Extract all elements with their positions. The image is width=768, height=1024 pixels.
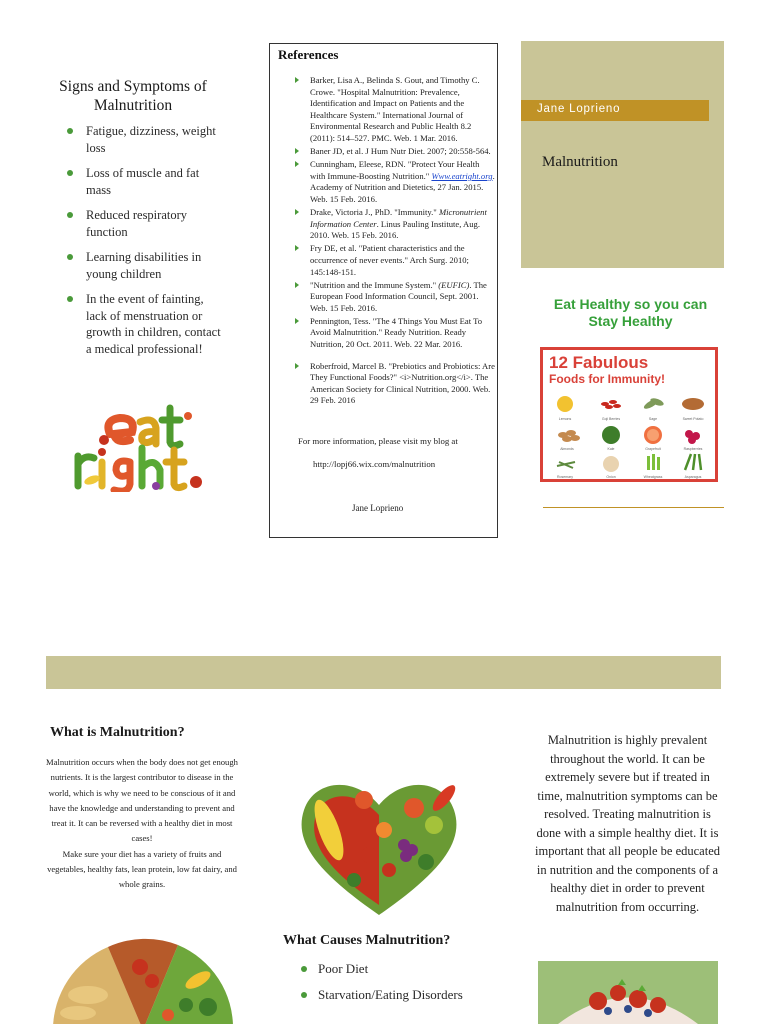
list-item: Loss of muscle and fat mass bbox=[64, 165, 224, 198]
reference-source: Micronutrient Information Center bbox=[310, 207, 487, 229]
reference-source: (EUFIC) bbox=[438, 279, 470, 290]
reference-text: Drake, Victoria J., PhD. "Immunity." bbox=[310, 207, 437, 218]
reference-text: "Nutrition and the Immune System." bbox=[310, 279, 437, 290]
reference-item bbox=[290, 207, 495, 242]
list-item: Fatigue, dizziness, weight loss bbox=[64, 123, 224, 156]
food-label: Wheatgrass bbox=[643, 475, 663, 479]
food-label: Rosemary bbox=[557, 475, 573, 479]
food-icons bbox=[557, 396, 704, 472]
poster-title-line: 12 Fabulous bbox=[549, 353, 649, 372]
eatright-link[interactable]: Www.eatright.org bbox=[431, 170, 493, 181]
list-item: Poor Diet bbox=[300, 960, 470, 977]
eat-healthy-slogan bbox=[538, 296, 723, 330]
reference-item bbox=[290, 280, 495, 315]
reference-item: Roberfroid, Marcel B. "Prebiotics and Probiotics: Are They Functional Foods?" <i>Nutrition.org</i>. The American Society for Clinical Nutrition, 2000. Web. 29 Feb. 2016 bbox=[290, 361, 495, 407]
foods-grid bbox=[543, 390, 715, 480]
what-is-title: What is Malnutrition? bbox=[50, 725, 185, 740]
divider bbox=[543, 507, 724, 508]
causes-title: What Causes Malnutrition? bbox=[283, 933, 451, 948]
food-label: Asparagus bbox=[684, 475, 702, 479]
more-info-text: For more information, please visit my blog at bbox=[298, 436, 458, 446]
slogan-line: Stay Healthy bbox=[588, 313, 673, 329]
fruit-heart-image bbox=[294, 770, 464, 920]
list-item: Reduced respiratory function bbox=[64, 207, 224, 240]
references-title: References bbox=[278, 47, 339, 62]
slogan-line: Eat Healthy so you can bbox=[553, 296, 708, 312]
paragraph: Malnutrition occurs when the body does not get enough nutrients. It is the largest contributor to disease in the world, which is why we need to be conscious of it and have the knowledge and understanding to prevent and treat it. It can be reversed with a healthy diet in most cases! bbox=[46, 757, 238, 844]
food-label: Goji Berries bbox=[601, 417, 621, 421]
signs-title: Signs and Symptoms of Malnutrition bbox=[59, 78, 207, 114]
references-author: Jane Loprieno bbox=[352, 503, 404, 513]
references-list bbox=[290, 75, 495, 409]
what-is-body bbox=[46, 755, 238, 893]
list-item: In the event of fainting, lack of menstruation or growth in children, contact a medical professional! bbox=[64, 291, 224, 357]
food-label: Kale bbox=[607, 447, 615, 451]
reference-text: . Linus Pauling Institute, Aug. 2010. Web. 15 Feb. 2016. bbox=[310, 218, 480, 241]
cover-title: Malnutrition bbox=[542, 154, 618, 170]
food-label: Raspberries bbox=[683, 447, 703, 451]
reference-text: Cunningham, Eleese, RDN. "Protect Your Health with Immune-Boosting Nutrition." bbox=[310, 159, 480, 181]
paragraph: Make sure your diet has a variety of fruits and vegetables, healthy fats, lean protein, low fat dairy, and whole grains. bbox=[47, 848, 237, 890]
reference-text: . Academy of Nutrition and Dietetics, 27 Jan. 2015. Web. 15 Feb. 2016. bbox=[310, 170, 495, 204]
food-label: Sweet Potato bbox=[682, 417, 704, 421]
blog-url-link[interactable]: http://lopj66.wix.com/malnutrition bbox=[313, 459, 436, 469]
prevalence-text: Malnutrition is highly prevalent throughout the world. It can be extremely severe but if treated in time, malnutrition symptoms can be resolved. Treating malnutrition is done with a simple healthy diet. It is important that all people be educated in nutrition and the components of a healthy diet in order to prevent malnutrition from occurring. bbox=[535, 733, 720, 914]
reference-text: . The European Food Information Council, Sept. 2001. Web. 15 Feb. 2016. bbox=[310, 279, 487, 313]
food-wheel-image bbox=[48, 935, 233, 1024]
food-label: Almonds bbox=[560, 447, 574, 451]
vegetable-letters bbox=[78, 408, 202, 491]
food-label: Lemons bbox=[558, 417, 572, 421]
reference-item: Pennington, Tess. "The 4 Things You Must Eat To Avoid Malnutrition." Ready Nutrition. Ready Nutrition, 20 Oct. 2011. Web. 22 Mar. 2016. bbox=[290, 316, 495, 351]
food-label: Sage bbox=[648, 417, 658, 421]
causes-list bbox=[300, 960, 470, 1012]
list-item: Starvation/Eating Disorders bbox=[300, 986, 470, 1003]
reference-item: Barker, Lisa A., Belinda S. Gout, and Timothy C. Crowe. "Hospital Malnutrition: Prevalence, Identification and Impact on Patients and the Healthcare System." International Journal of Environmental Research and Public Health 8.2 (2011): 514–527. PMC. Web. 1 Mar. 2016. bbox=[290, 75, 495, 145]
signs-list bbox=[64, 123, 224, 366]
fruit-bowl-image bbox=[538, 961, 718, 1024]
foods-poster-title bbox=[549, 355, 665, 387]
food-label: Onion bbox=[606, 475, 616, 479]
eat-right-logo bbox=[70, 400, 220, 492]
reference-item bbox=[290, 159, 495, 205]
cover-author: Jane Loprieno bbox=[537, 103, 621, 115]
poster-title-line: Foods for Immunity! bbox=[549, 372, 665, 386]
list-item: Learning disabilities in young children bbox=[64, 249, 224, 282]
reference-item: Fry DE, et al. "Patient characteristics and the occurrence of never events." Arch Surg. 2010; 145:148-151. bbox=[290, 243, 495, 278]
reference-item: Baner JD, et al. J Hum Nutr Diet. 2007; 20:558-564. bbox=[290, 146, 495, 158]
food-label: Grapefruit bbox=[645, 447, 661, 451]
section-band bbox=[46, 656, 721, 689]
